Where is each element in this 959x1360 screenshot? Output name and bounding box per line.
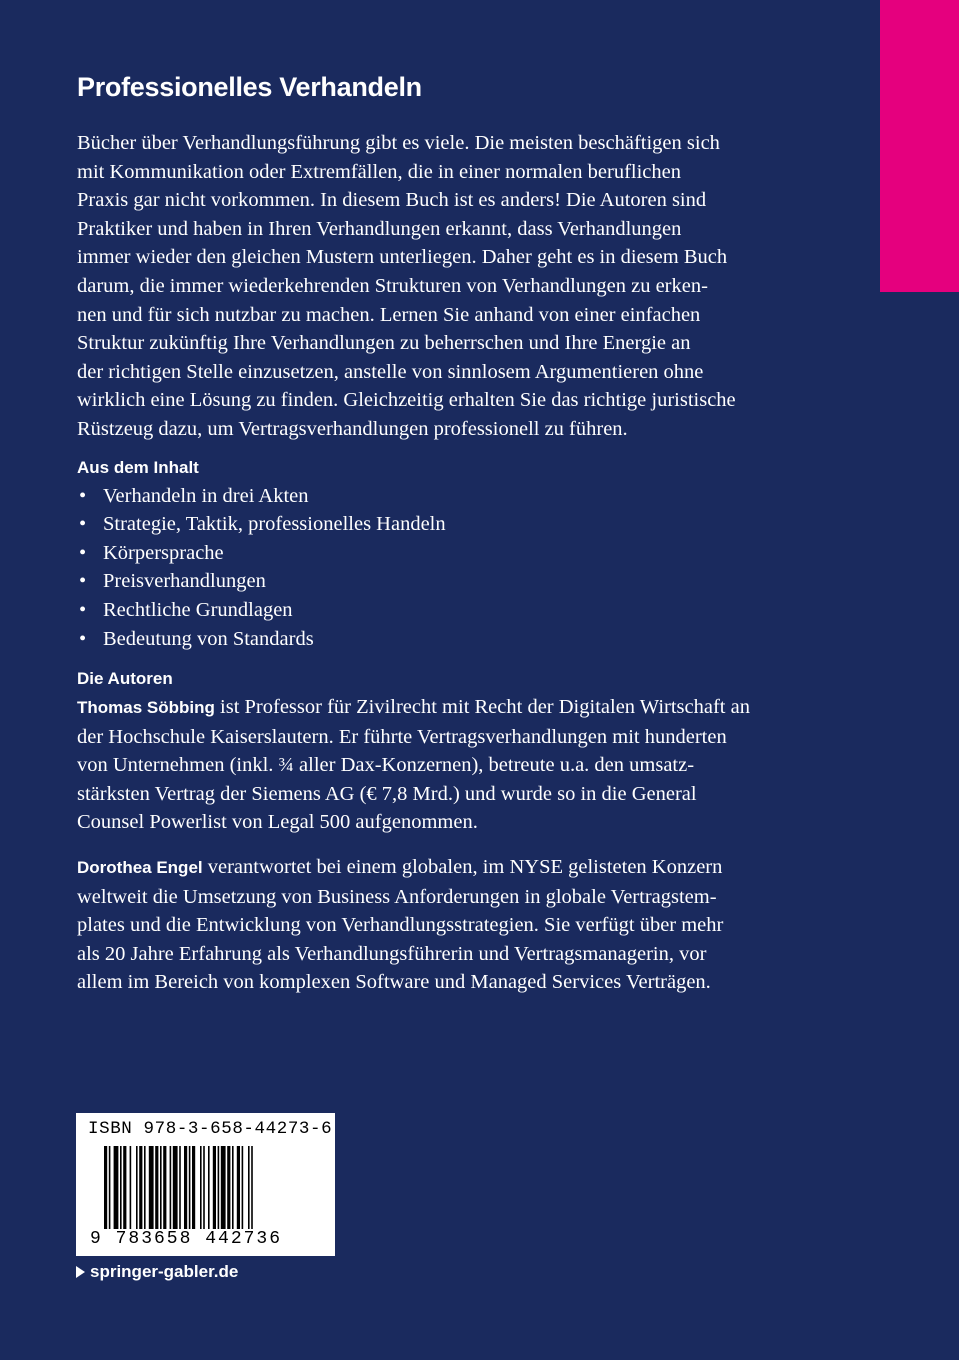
list-item: • Körpersprache	[77, 539, 797, 568]
bio-line: stärksten Vertrag der Siemens AG (€ 7,8 Mrd.) und wurde so in die General	[77, 782, 697, 805]
intro-line: nen und für sich nutzbar zu machen. Lernen Sie anhand von einer einfachen	[77, 303, 701, 326]
barcode-bars	[104, 1146, 314, 1241]
list-item: • Verhandeln in drei Akten	[77, 482, 797, 511]
authors-heading: Die Autoren	[77, 669, 173, 689]
bullet-icon: •	[79, 627, 87, 650]
contents-list	[77, 482, 797, 654]
bullet-icon: •	[79, 570, 87, 593]
bio-line: weltweit die Umsetzung von Business Anforderungen in globale Vertragstem-	[77, 885, 717, 908]
page-title: Professionelles Verhandeln	[77, 72, 422, 102]
bio-line: Counsel Powerlist von Legal 500 aufgenommen.	[77, 811, 478, 834]
list-item: • Preisverhandlungen	[77, 567, 797, 596]
bio-line: als 20 Jahre Erfahrung als Verhandlungsführerin und Vertragsmanagerin, vor	[77, 942, 707, 965]
back-cover-content	[77, 72, 797, 997]
isbn-label: ISBN 978-3-658-44273-6	[88, 1119, 333, 1139]
bullet-icon: •	[79, 513, 87, 536]
barcode-digits: 9 783658 442736	[90, 1229, 283, 1249]
intro-line: Bücher über Verhandlungsführung gibt es viele. Die meisten beschäftigen sich	[77, 132, 720, 154]
isbn-barcode	[76, 1113, 335, 1256]
arrow-right-icon	[76, 1266, 85, 1278]
bullet-icon: •	[79, 484, 87, 507]
intro-line: immer wieder den gleichen Mustern unterliegen. Daher geht es in diesem Buch	[77, 246, 728, 269]
list-item: • Bedeutung von Standards	[77, 625, 797, 654]
intro-line: mit Kommunikation oder Extremfällen, die in einer normalen beruflichen	[77, 160, 681, 183]
bio-line: von Unternehmen (inkl. ¾ aller Dax-Konzernen), betreute u.a. den umsatz-	[77, 754, 695, 777]
publisher-link-text: springer-gabler.de	[90, 1262, 239, 1281]
intro-line: der richtigen Stelle einzusetzen, anstelle von sinnlosem Argumentieren ohne	[77, 360, 704, 383]
contents-section	[77, 454, 797, 654]
author-name: Dorothea Engel	[77, 858, 203, 878]
bio-line: der Hochschule Kaiserslautern. Er führte Vertragsverhandlungen mit hunderten	[77, 725, 727, 748]
bullet-icon: •	[79, 598, 87, 621]
author-name: Thomas Söbbing	[77, 698, 215, 718]
intro-line: Struktur zukünftig Ihre Verhandlungen zu beherrschen und Ihre Energie an	[77, 332, 691, 355]
intro-paragraph	[77, 129, 797, 444]
list-item: • Rechtliche Grundlagen	[77, 596, 797, 625]
contents-heading: Aus dem Inhalt	[77, 457, 199, 477]
bio-line: plates und die Entwicklung von Verhandlungsstrategien. Sie verfügt über mehr	[77, 914, 724, 937]
intro-line: darum, die immer wiederkehrenden Strukturen von Verhandlungen zu erken-	[77, 274, 708, 297]
author-bio: Thomas Söbbing ist Professor für Zivilrecht mit Recht der Digitalen Wirtschaft an der Hochschule Kaiserslautern. Er führte Vertragsverhandlungen mit hunderten von Unternehmen (inkl. ¾ aller Dax-Konzernen), betreute u.a. den umsatz- stärksten Vertrag der Siemens AG (€ 7,8 Mrd.) und wurde so in die General Counsel Powerlist von Legal 500 aufgenommen.	[77, 693, 797, 837]
authors-section	[77, 665, 797, 997]
publisher-link[interactable]	[76, 1262, 238, 1282]
pink-accent-tab	[880, 0, 959, 292]
list-item: • Strategie, Taktik, professionelles Handeln	[77, 510, 797, 539]
bullet-icon: •	[79, 541, 87, 564]
author-bio: Dorothea Engel verantwortet bei einem globalen, im NYSE gelisteten Konzern weltweit die Umsetzung von Business Anforderungen in globale Vertragstem- plates und die Entwicklung von Verhandlungsstrategien. Sie verfügt über mehr als 20 Jahre Erfahrung als Verhandlungsführerin und Vertragsmanagerin, vor allem im Bereich von komplexen Software und Managed Services Verträgen.	[77, 853, 797, 997]
intro-line: wirklich eine Lösung zu finden. Gleichzeitig erhalten Sie das richtige juristische	[77, 389, 736, 412]
intro-line: Rüstzeug dazu, um Vertragsverhandlungen professionell zu führen.	[77, 417, 628, 440]
intro-line: Praxis gar nicht vorkommen. In diesem Buch ist es anders! Die Autoren sind	[77, 189, 707, 212]
intro-line: Praktiker und haben in Ihren Verhandlungen erkannt, dass Verhandlungen	[77, 217, 682, 240]
bio-line: allem im Bereich von komplexen Software und Managed Services Verträgen.	[77, 971, 711, 994]
